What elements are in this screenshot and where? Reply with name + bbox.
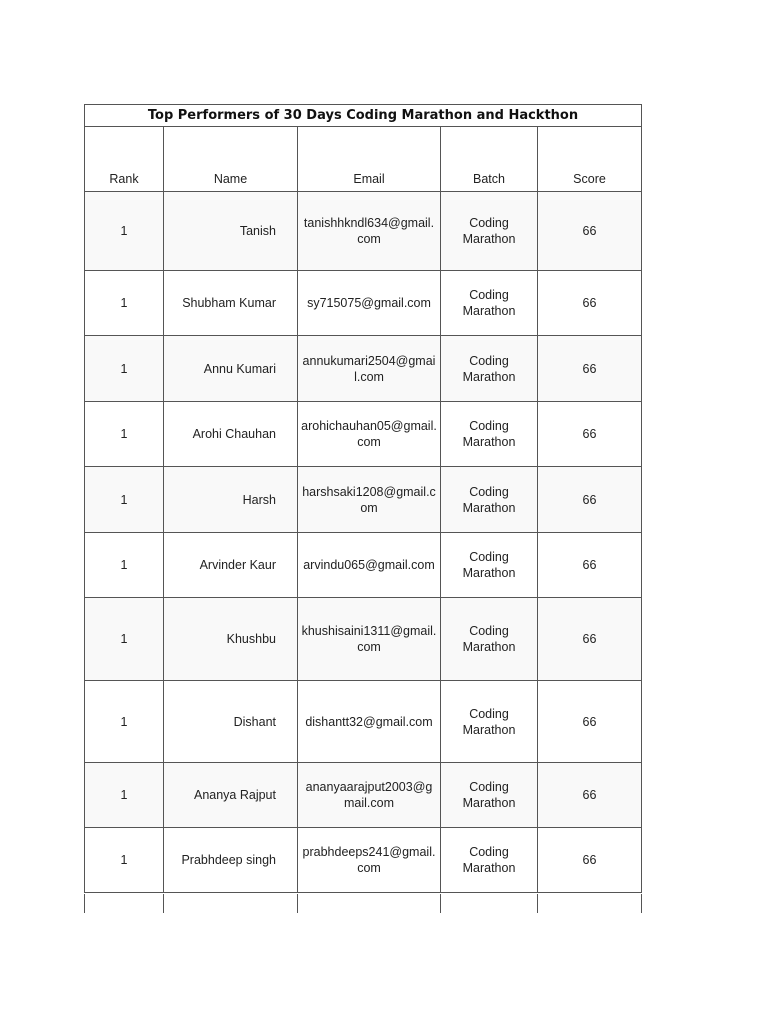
email-cell: prabhdeeps241@gmail.com bbox=[298, 828, 441, 892]
name-cell bbox=[164, 894, 298, 913]
score-cell bbox=[538, 894, 641, 913]
batch-cell: Coding Marathon bbox=[441, 763, 538, 827]
header-name: Name bbox=[164, 127, 298, 191]
score-cell: 66 bbox=[582, 361, 597, 376]
name-cell: Annu Kumari bbox=[164, 336, 298, 401]
rank-cell: 1 bbox=[85, 271, 164, 335]
email-cell bbox=[298, 894, 441, 913]
email-cell: sy715075@gmail.com bbox=[298, 271, 441, 335]
name-cell: Prabhdeep singh bbox=[164, 828, 298, 892]
header-rank: Rank bbox=[85, 127, 164, 191]
table-row bbox=[85, 763, 641, 828]
table-row bbox=[85, 336, 641, 402]
score-cell: 66 bbox=[582, 714, 597, 729]
rank-cell bbox=[85, 894, 164, 913]
table-row bbox=[85, 271, 641, 336]
name-cell: Khushbu bbox=[164, 598, 298, 680]
spreadsheet-table bbox=[84, 104, 642, 893]
batch-cell: Coding Marathon bbox=[441, 336, 538, 401]
name-cell: Dishant bbox=[164, 681, 298, 762]
batch-cell: Coding Marathon bbox=[441, 271, 538, 335]
score-cell: 66 bbox=[582, 853, 597, 867]
table-row bbox=[85, 598, 641, 681]
rank-cell: 1 bbox=[85, 336, 164, 401]
table-title: Top Performers of 30 Days Coding Marathon and Hackthon bbox=[85, 105, 641, 127]
email-cell: khushisaini1311@gmail.com bbox=[298, 598, 441, 680]
rank-cell: 1 bbox=[85, 598, 164, 680]
score-cell: 66 bbox=[582, 296, 597, 310]
table-row bbox=[85, 681, 641, 763]
table-row-partial bbox=[85, 894, 641, 913]
batch-cell: Coding Marathon bbox=[441, 192, 538, 270]
header-score: Score bbox=[573, 172, 606, 186]
batch-cell bbox=[441, 894, 538, 913]
email-cell: annukumari2504@gmail.com bbox=[298, 336, 441, 401]
score-cell: 66 bbox=[582, 788, 597, 802]
batch-cell: Coding Marathon bbox=[441, 828, 538, 892]
table-row bbox=[85, 467, 641, 533]
email-cell: arvindu065@gmail.com bbox=[298, 533, 441, 597]
batch-cell: Coding Marathon bbox=[441, 402, 538, 466]
table-row bbox=[85, 533, 641, 598]
email-cell: dishantt32@gmail.com bbox=[298, 681, 441, 762]
score-cell: 66 bbox=[582, 632, 597, 646]
header-batch: Batch bbox=[441, 127, 538, 191]
rank-cell: 1 bbox=[85, 192, 164, 270]
rank-cell: 1 bbox=[85, 533, 164, 597]
email-cell: ananyaarajput2003@gmail.com bbox=[298, 763, 441, 827]
table-row bbox=[85, 828, 641, 893]
batch-cell: Coding Marathon bbox=[441, 598, 538, 680]
email-cell: arohichauhan05@gmail.com bbox=[298, 402, 441, 466]
rank-cell: 1 bbox=[85, 467, 164, 532]
name-cell: Arvinder Kaur bbox=[164, 533, 298, 597]
table-row bbox=[85, 402, 641, 467]
cut-off-table-row bbox=[84, 894, 642, 913]
name-cell: Shubham Kumar bbox=[164, 271, 298, 335]
rank-cell: 1 bbox=[85, 681, 164, 762]
score-cell: 66 bbox=[582, 427, 597, 441]
name-cell: Tanish bbox=[164, 192, 298, 270]
score-cell: 66 bbox=[582, 558, 597, 572]
table-row bbox=[85, 192, 641, 271]
rank-cell: 1 bbox=[85, 402, 164, 466]
email-cell: tanishhkndl634@gmail.com bbox=[298, 192, 441, 270]
rank-cell: 1 bbox=[85, 828, 164, 892]
email-cell: harshsaki1208@gmail.com bbox=[298, 467, 441, 532]
batch-cell: Coding Marathon bbox=[441, 533, 538, 597]
name-cell: Harsh bbox=[164, 467, 298, 532]
name-cell: Arohi Chauhan bbox=[164, 402, 298, 466]
rank-cell: 1 bbox=[85, 763, 164, 827]
header-row bbox=[85, 127, 641, 192]
score-cell: 66 bbox=[582, 224, 597, 238]
batch-cell: Coding Marathon bbox=[441, 681, 538, 762]
name-cell: Ananya Rajput bbox=[164, 763, 298, 827]
batch-cell: Coding Marathon bbox=[441, 467, 538, 532]
header-email: Email bbox=[298, 127, 441, 191]
score-cell: 66 bbox=[582, 492, 597, 507]
